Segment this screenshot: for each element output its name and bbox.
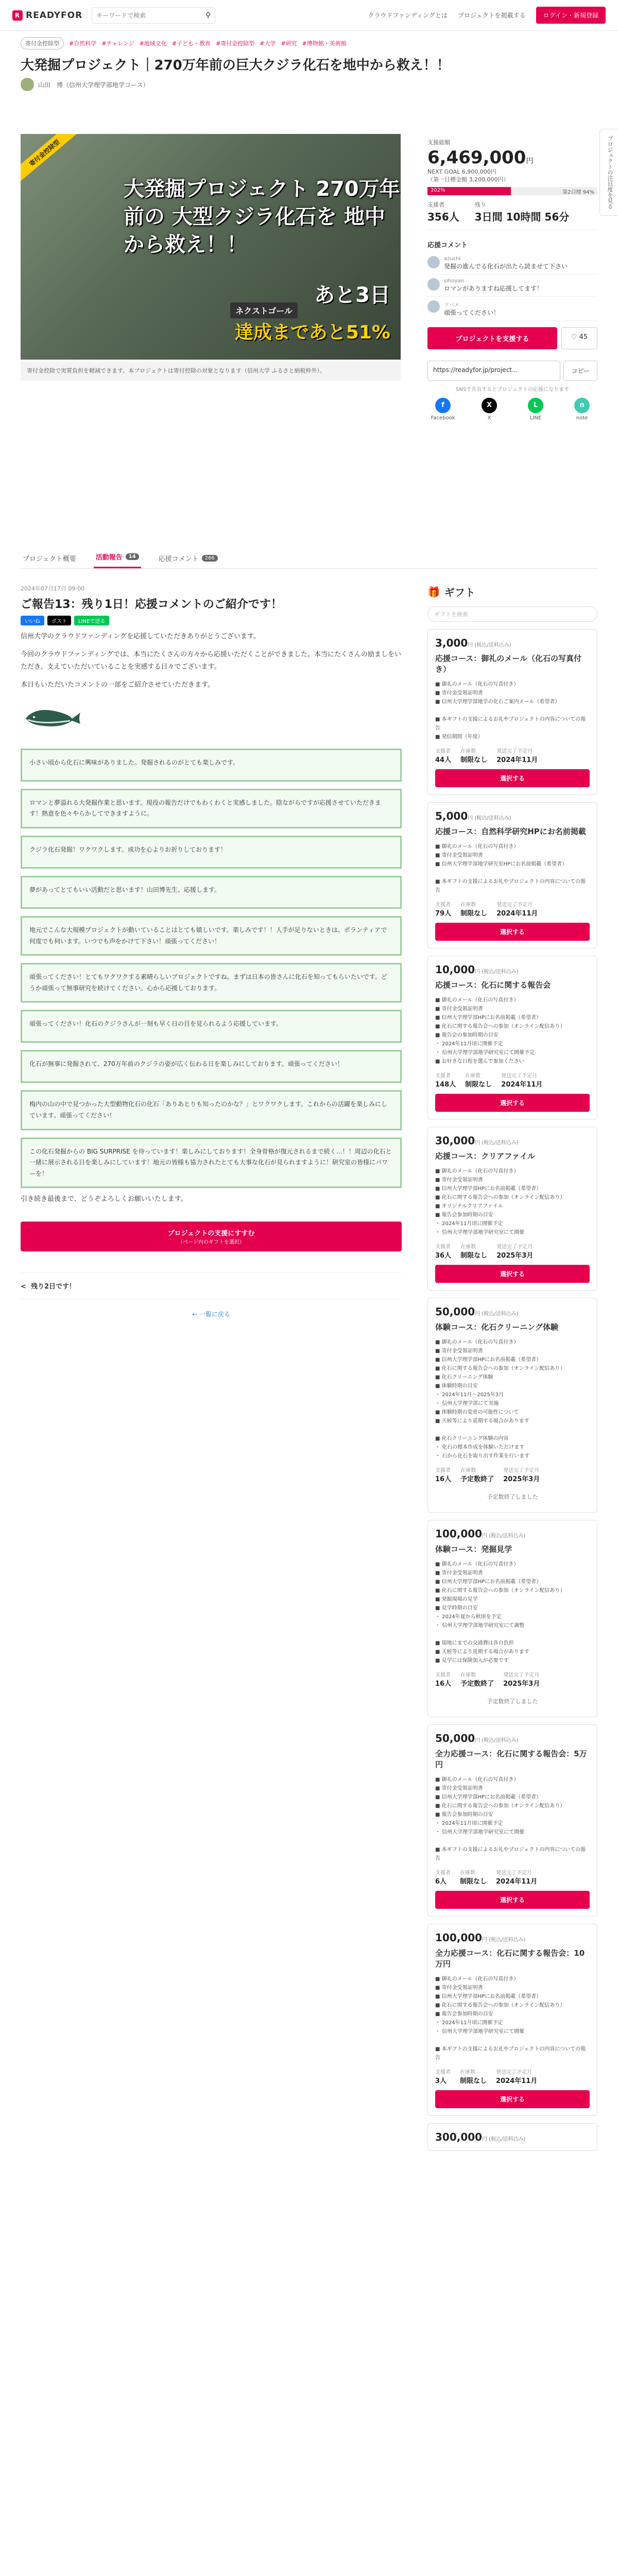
project-tabs bbox=[21, 546, 597, 569]
tag-link[interactable]: #研究 bbox=[281, 40, 297, 47]
report-intro: 今回のクラウドファンディングでは、本当にたくさんの方々から応援いただくことができました。本当にたくさんの励ましをいただき、支えていただいていることを実感する日々でございます。 bbox=[21, 650, 402, 671]
gift-meta: 支援者 36人 在庫数 制限なし 発送完了予定月 2025年3月 bbox=[435, 1244, 534, 1260]
share-buttons bbox=[427, 398, 597, 421]
funding-amount: 6,469,000円 bbox=[427, 147, 534, 168]
gift-price: 50,000円 (税込/送料込み) bbox=[435, 1732, 519, 1744]
back-to-list-link[interactable]: ← 一覧に戻る bbox=[192, 1310, 230, 1318]
first-goal: （第一目標金額 3,200,000円） bbox=[427, 176, 509, 183]
search-box[interactable] bbox=[92, 7, 215, 24]
hero-next-goal: ネクストゴール bbox=[230, 302, 298, 318]
gift-meta: 支援者 16人 在庫数 予定数終了 発送完了予定月 2025年3月 bbox=[435, 1672, 540, 1688]
gift-soldout: 予定数終了しました bbox=[487, 1698, 538, 1705]
gift-select-button[interactable]: 選択する bbox=[435, 1891, 590, 1909]
gift-select-button[interactable]: 選択する bbox=[435, 769, 590, 787]
hero-ribbon: 寄付金控除型 bbox=[21, 134, 80, 184]
gift-meta: 支援者 3人 在庫数 制限なし 発送完了予定月 2024年11月 bbox=[435, 2070, 538, 2085]
gift-description: ■ 御礼のメール（化石の写真付き） ■ 寄付金受領証明書 ■ 信州大学理学部HPにお名前掲載（希望者） ■ 化石に関する報告会への参加（オンライン配信あり） ■ 報告会参加時期の目安 ・ 2024年11月頃に開催予定 ・ 信州大学理学部地学研究室にて開催 ■ 本ギフトの支援によるお礼やプロジェクトの内容についての報告 bbox=[435, 1777, 586, 1861]
tag-link[interactable]: #自然科学 bbox=[69, 40, 97, 47]
supporter-comment-box: 頑張ってください！化石のクジラさんが一刻も早く日の目を見られるよう応援しています。 bbox=[21, 1010, 402, 1043]
tag-link[interactable]: #博物館・美術館 bbox=[302, 40, 347, 47]
report-share-bar bbox=[21, 616, 402, 625]
report-title: ご報告13：残り1日！応援コメントのご紹介です！ bbox=[21, 598, 282, 611]
gift-price: 300,000円 (税込/送料込み) bbox=[435, 2131, 526, 2143]
facebook-icon: f bbox=[435, 398, 451, 413]
hero-caption: 寄付金控除で実質負担を軽減できます。本プロジェクトは寄付控除の対象となります（信州大学 ふるさと納税枠外）。 bbox=[21, 362, 401, 381]
gift-description: ■ 御礼のメール（化石の写真付き） ■ 寄付金受領証明書 ■ 信州大学理学部HPにお名前掲載（希望者） ■ 化石に関する報告会への参加（オンライン配信あり） ■ 発掘現場の見学 ■ 見学時期の目安 ・ 2024年夏から秋頃を予定 ・ 信州大学理学部地学研究室にて調整 ■ 現地にまでの交通費は各自負担 ■ 天候等により延期する場合があります ■ 見学には保険加入が必要です bbox=[435, 1562, 565, 1664]
supporter-comment-box: 頑張ってください！とてもワクワクする素晴らしいプロジェクトですね。まずは日本の皆さんに化石を知ってもらいたいです。どうか頑張って無事研究を続けてください。心から応援しております。 bbox=[21, 963, 402, 1003]
gift-list bbox=[427, 584, 597, 2151]
gift-card[interactable] bbox=[427, 1724, 597, 1917]
tab-comments[interactable]: 応援コメント 266 bbox=[157, 553, 220, 568]
avatar bbox=[427, 278, 440, 291]
gift-card[interactable] bbox=[427, 1127, 597, 1291]
gift-description: ■ 御礼のメール（化石の写真付き） ■ 寄付金受領証明書 ■ 信州大学理学部HPにお名前掲載（希望者） ■ 化石に関する報告会への参加（オンライン配信あり） ■ 報告会参加時期の目安 ・ 2024年11月頃に開催予定 ・ 信州大学理学部地学研究室にて開催 ■ 本ギフトの支援によるお礼やプロジェクトの内容についての報告 bbox=[435, 1976, 586, 2061]
gift-description: ■ 御礼のメール（化石の写真付き） ■ 寄付金受領証明書 ■ 信州大学理学部地学研究室HPにお名前掲載（希望者） ■ 本ギフトの支援によるお礼やプロジェクトの内容についての報告 bbox=[435, 844, 586, 893]
readyfor-logo[interactable]: R READYFOR bbox=[12, 10, 82, 21]
gift-meta: 支援者 148人 在庫数 制限なし 発送完了予定月 2024年11月 bbox=[435, 1073, 543, 1089]
gift-select-button[interactable]: 選択する bbox=[435, 1094, 590, 1112]
time-remaining: 3日間 10時間 56分 bbox=[474, 210, 570, 223]
stats-row: 支援者 356人 残り 3日間 10時間 56分 bbox=[427, 200, 597, 230]
facebook-like-button[interactable]: いいね bbox=[21, 616, 44, 625]
gift-price: 3,000円 (税込/送料込み) bbox=[435, 637, 511, 649]
report-article bbox=[21, 584, 402, 1318]
progress-bar: 202% 第2目標 94% bbox=[427, 187, 597, 195]
x-icon: X bbox=[482, 398, 497, 413]
supporter-comment-box: ロマンと夢溢れる大発掘作業と思います。現役の報告だけでもわくわくと実感しました。陰ながらですが応援させていただきます！熱意を色々やらかしてできますように。 bbox=[21, 789, 402, 828]
gift-heading: 🎁 ギフト bbox=[427, 585, 475, 599]
supporters-count: 356人 bbox=[427, 210, 459, 223]
hero-image bbox=[21, 134, 401, 360]
gift-select-button[interactable]: 選択する bbox=[435, 923, 590, 941]
hero-title: 大発掘プロジェクト 270万年前の 大型クジラ化石を 地中から救え！！ bbox=[124, 177, 400, 257]
gift-description: ■ 御礼のメール（化石の写真付き） ■ 寄付金受領証明書 ■ 信州大学理学部HPにお名前掲載（希望者） ■ 化石に関する報告会への参加（オンライン配信あり） ■ 報告会の参加時期の目安 ・ 2024年11月頃に開催予定 ・ 信州大学理学部地学研究室にて開催予定 ■ お好きな日程を選んで参加ください bbox=[435, 997, 565, 1064]
gift-price: 10,000円 (税込/送料込み) bbox=[435, 963, 519, 976]
category-badge: 寄付金控除型 bbox=[21, 37, 64, 49]
tab-reports[interactable]: 活動報告 14 bbox=[94, 552, 141, 568]
attention-side-tab[interactable]: プロジェクトの注目度を見る bbox=[599, 129, 618, 216]
report-intro: 本日もいただいたコメントの一部をご紹介させていただきます。 bbox=[21, 681, 214, 689]
support-project-button[interactable]: プロジェクトを支援する bbox=[427, 327, 557, 349]
gift-price: 100,000円 (税込/送料込み) bbox=[435, 1931, 526, 1944]
gift-card[interactable] bbox=[427, 629, 597, 795]
tag-link[interactable]: #チャレンジ bbox=[101, 40, 134, 47]
gift-meta: 支援者 6人 在庫数 制限なし 発送完了予定月 2024年11月 bbox=[435, 1870, 538, 1886]
gift-card[interactable] bbox=[427, 2123, 597, 2151]
gift-description: ■ 御礼のメール（化石の写真付き） ■ 寄付金受領証明書 ■ 信州大学理学部HPにお名前掲載（希望者） ■ 化石に関する報告会への参加（オンライン配信あり） ■ オリジナルクリアファイル ■ 報告会参加時期の目安 ・ 2024年11月頃に開催予定 ・ 信州大学理学部地学研究室にて開催 bbox=[435, 1168, 565, 1235]
supporter-comment-box: 地元でこんな大規模プロジェクトが動いていることはとても嬉しいです。楽しみです！！人手が足りないときは、ボランティアで何度でも伺います。いつでも声をかけて下さい！頑張ってください！ bbox=[21, 916, 402, 956]
gift-price: 5,000円 (税込/送料込み) bbox=[435, 810, 511, 822]
gift-card[interactable] bbox=[427, 802, 597, 948]
avatar bbox=[427, 256, 440, 268]
search-icon[interactable]: ⚲ bbox=[205, 11, 211, 20]
gift-title: 応援コース：クリアファイル bbox=[435, 1151, 535, 1161]
favorite-button[interactable]: ♡ 45 bbox=[561, 327, 597, 349]
gift-select-button[interactable]: 選択する bbox=[435, 2090, 590, 2108]
comment-item[interactable]: azuchi 発掘の進んでる化石が出たら読ませて下さい bbox=[427, 252, 597, 275]
copy-url-button[interactable]: コピー bbox=[563, 361, 597, 381]
tab-overview[interactable]: プロジェクト概要 bbox=[23, 555, 76, 563]
supporter-comment-box: クジラ化石発掘！ワクワクします。成功を心よりお祈りしております！ bbox=[21, 836, 402, 869]
login-button[interactable]: ログイン・新規登録 bbox=[536, 7, 606, 24]
report-outro: 引き続き最後まで、どうぞよろしくお願いいたします。 bbox=[21, 1195, 187, 1204]
avatar bbox=[21, 78, 34, 91]
comment-item[interactable]: ツバメ 頑張ってください！ bbox=[427, 297, 597, 321]
hero-achieved: 達成まであと51% bbox=[234, 322, 390, 343]
supporter-comment-box: この化石発掘からの BIG SURPRISE を待っています！楽しみにしております！全身骨格が復元されるまで続く…！！周辺の化石と一緒に展示される日を楽しみにしています！地元の皆様も協力されたとても大事な化石が見られますように！研究室の皆様にパワーを！ bbox=[21, 1138, 402, 1189]
nav-start-project[interactable]: プロジェクトを掲載する bbox=[457, 12, 526, 19]
support-cta-button[interactable]: プロジェクトの支援にすすむ （ページ内のギフトを選択） bbox=[21, 1222, 402, 1251]
gift-title: 体験コース：発掘見学 bbox=[435, 1545, 512, 1554]
comments-heading: 応援コメント bbox=[427, 241, 468, 249]
tag-link[interactable]: #子ども・教育 bbox=[171, 40, 211, 47]
gift-price: 30,000円 (税込/送料込み) bbox=[435, 1134, 519, 1147]
line-send-button[interactable]: LINEで送る bbox=[74, 616, 109, 625]
report-intro: 信州大学のクラウドファンディングを応援していただきありがとうございます。 bbox=[21, 633, 261, 640]
logo-mark-icon: R bbox=[12, 10, 23, 21]
line-icon: L bbox=[528, 398, 543, 413]
comment-item[interactable]: sihoyan ロマンがありますね応援してます！ bbox=[427, 275, 597, 297]
gift-title: 全力応援コース：化石に関する報告会：5万円 bbox=[435, 1749, 587, 1769]
tag-link[interactable]: #寄付金控除型 bbox=[216, 40, 255, 47]
gift-description: ■ 御礼のメール（化石の写真付き） ■ 寄付金受領証明書 ■ 信州大学理学部HPにお名前掲載（希望者） ■ 化石に関する報告会への参加（オンライン配信あり） ■ 化石クリーニング体験 ■ 体験時期の目安 ・ 2024年11月〜2025年3月 ・ 信州大学理学部にて実施 ■ 体験時期の変更の可能性について ■ 天候等により延期する場合があります ■ 化石クリーニング体験の内容 ・ 化石の標本作成を体験いただけます ・ 石から化石を取り出す作業を行います bbox=[435, 1340, 565, 1459]
supporter-comment-box: 梅内の山の中で見つかった大型動物化石の化石「ありあとりも知ったのかな？」とワクワクします。これからの活躍を楽しみにしています。頑張ってください！ bbox=[21, 1090, 402, 1130]
share-url-field[interactable]: https://readyfor.jp/project... bbox=[427, 361, 560, 381]
gift-card[interactable] bbox=[427, 956, 597, 1120]
gift-card[interactable] bbox=[427, 1520, 597, 1717]
supporter-comment-box: 小さい頃から化石に興味がありました。発掘されるのがとても楽しみです。 bbox=[21, 749, 402, 782]
nav-about[interactable]: クラウドファンディングとは bbox=[368, 12, 448, 19]
note-icon: n bbox=[574, 398, 590, 413]
report-date: 2024年07月17日 09:00 bbox=[21, 585, 85, 592]
comment-boxes bbox=[21, 749, 402, 1189]
whale-icon bbox=[21, 700, 82, 731]
funding-label: 支援総額 bbox=[427, 139, 450, 146]
gift-card[interactable] bbox=[427, 1924, 597, 2116]
share-facebook-button[interactable]: f Facebook bbox=[427, 398, 458, 421]
supporter-comment-box: 夢があってとてもいい活動だと思います！山田博先生、応援します。 bbox=[21, 876, 402, 909]
gift-meta: 支援者 16人 在庫数 予定数終了 発送完了予定月 2025年3月 bbox=[435, 1468, 540, 1483]
hero-remaining: あと3日 bbox=[314, 283, 390, 307]
avatar bbox=[427, 300, 440, 313]
gift-search-input[interactable]: ギフトを検索 bbox=[427, 606, 597, 622]
prev-report-link[interactable]: < 残り2日です！ bbox=[21, 1272, 402, 1299]
gift-price: 100,000円 (税込/送料込み) bbox=[435, 1528, 526, 1540]
gift-price: 50,000円 (税込/送料込み) bbox=[435, 1306, 519, 1318]
supporter-comment-box: 化石が無事に発掘されて、270万年前のクジラの姿が広く伝わる日を楽しみにしております。頑張ってください！ bbox=[21, 1050, 402, 1083]
share-x-button[interactable]: X X bbox=[474, 398, 505, 421]
gift-description: ■ 御礼のメール（化石の写真付き） ■ 寄付金受領証明書 ■ 信州大学理学部地学の化石ご案内メール（希望者） ■ 本ギフトの支援によるお礼やプロジェクトの内容についての報告 ■ 発信期間（年度） bbox=[435, 682, 586, 740]
project-title: 大発掘プロジェクト｜270万年前の巨大クジラ化石を地中から救え！！ bbox=[21, 58, 450, 73]
gift-title: 応援コース：自然科学研究HPにお名前掲載 bbox=[435, 827, 586, 836]
tag-row bbox=[0, 31, 618, 49]
gift-card[interactable] bbox=[427, 1298, 597, 1513]
gift-meta: 支援者 79人 在庫数 制限なし 発送完了予定月 2024年11月 bbox=[435, 902, 538, 918]
share-line-button[interactable]: L LINE bbox=[520, 398, 551, 421]
search-input[interactable] bbox=[96, 12, 205, 19]
gift-select-button[interactable]: 選択する bbox=[435, 1265, 590, 1283]
funding-panel bbox=[427, 138, 597, 421]
x-post-button[interactable]: ポスト bbox=[47, 616, 71, 625]
share-note: SNSで共有するとプロジェクトの応援になります bbox=[456, 386, 569, 393]
gift-title: 体験コース：化石クリーニング体験 bbox=[435, 1323, 558, 1332]
tag-link[interactable]: #大学 bbox=[260, 40, 276, 47]
site-header bbox=[0, 0, 618, 31]
gift-title: 応援コース：化石に関する報告会 bbox=[435, 980, 551, 990]
tag-link[interactable]: #地域文化 bbox=[139, 40, 167, 47]
gift-meta: 支援者 44人 在庫数 制限なし 発送完了予定月 2024年11月 bbox=[435, 749, 538, 764]
project-owner[interactable]: 山田 博（信州大学理学部地学コース） bbox=[0, 74, 618, 95]
gift-icon: 🎁 bbox=[427, 585, 440, 598]
next-goal: NEXT GOAL 6,900,000円 bbox=[427, 168, 496, 175]
gift-title: 応援コース：御礼のメール（化石の写真付き） bbox=[435, 654, 581, 674]
gift-soldout: 予定数終了しました bbox=[487, 1494, 538, 1500]
share-note-button[interactable]: n note bbox=[566, 398, 597, 421]
gift-title: 全力応援コース：化石に関する報告会：10万円 bbox=[435, 1948, 585, 1969]
